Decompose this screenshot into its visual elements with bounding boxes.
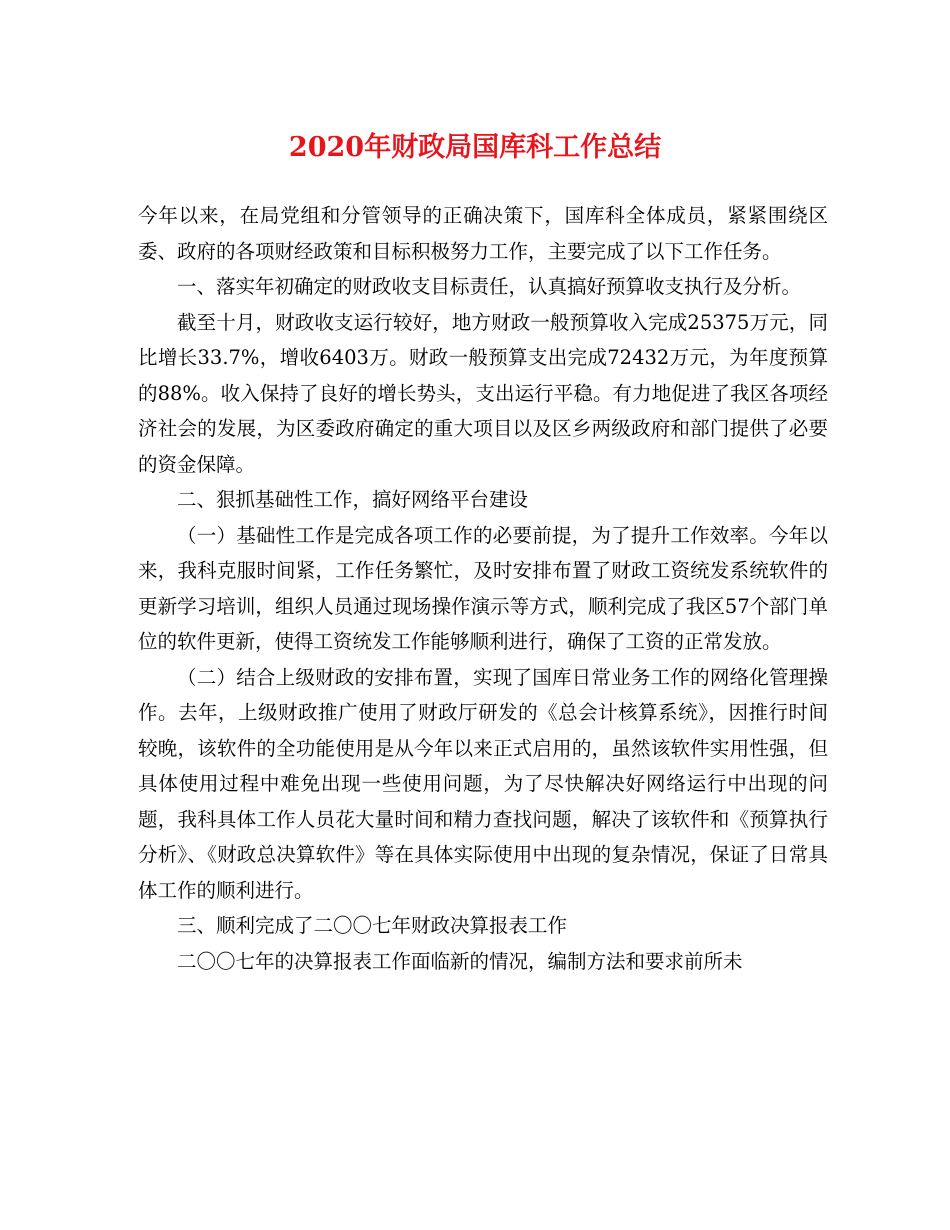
paragraph-section-2-item-1: （一）基础性工作是完成各项工作的必要前提，为了提升工作效率。今年以来，我科克服时间紧，工作任务繁忙，及时安排布置了财政工资统发系统软件的更新学习培训，组织人员通过现场操作演示等方式，顺利完成了我区57个部门单位的软件更新，使得工资统发工作能够顺利进行，确保了工资的正常发放。: [138, 523, 828, 653]
paragraph-section-1-heading: 一、落实年初确定的财政收支目标责任，认真搞好预算收支执行及分析。: [177, 275, 802, 298]
paragraph-intro: 今年以来，在局党组和分管领导的正确决策下，国库科全体成员，紧紧围绕区委、政府的各项财经政策和目标积极努力工作，主要完成了以下工作任务。: [138, 204, 828, 263]
paragraph-section-3-heading: 三、顺利完成了二〇〇七年财政决算报表工作: [177, 914, 568, 937]
paragraph-section-3-body: 二〇〇七年的决算报表工作面临新的情况，编制方法和要求前所未: [177, 949, 743, 973]
paragraph-section-2-item-2: （二）结合上级财政的安排布置，实现了国库日常业务工作的网络化管理操作。去年，上级财政推广使用了财政厅研发的《总会计核算系统》，因推行时间较晚，该软件的全功能使用是从今年以来正式启用的，虽然该软件实用性强，但具体使用过程中难免出现一些使用问题，为了尽快解决好网络运行中出现的问题，我科具体工作人员花大量时间和精力查找问题，解决了该软件和《预算执行分析》、《财政总决算软件》等在具体实际使用中出现的复杂情况，保证了日常具体工作的顺利进行。: [138, 665, 828, 902]
paragraph-fiscal-figures: 截至十月，财政收支运行较好，地方财政一般预算收入完成25375万元，同比增长33.7%，增收6403万。财政一般预算支出完成72432万元，为年度预算的88%。收入保持了良好的增长势头，支出运行平稳。有力地促进了我区各项经济社会的发展，为区委政府确定的重大项目以及区乡两级政府和部门提供了必要的资金保障。: [138, 310, 828, 476]
paragraph-section-2-heading: 二、狠抓基础性工作，搞好网络平台建设: [177, 488, 529, 511]
document-title: 2020年财政局国库科工作总结: [288, 132, 662, 163]
document-body: [138, 198, 828, 979]
